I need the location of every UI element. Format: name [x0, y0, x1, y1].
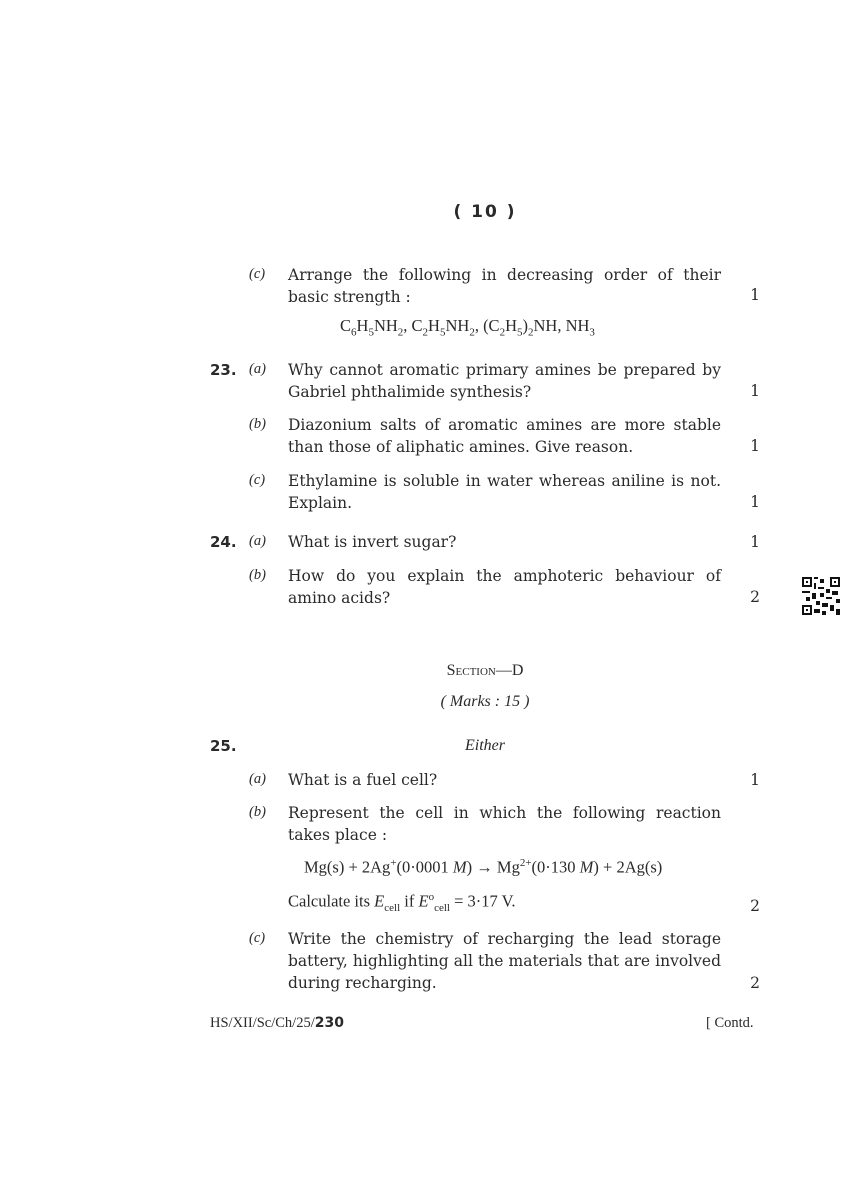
- italic-symbol: E: [418, 891, 429, 911]
- formula-text: H: [428, 316, 440, 335]
- formula-text: NH: [373, 316, 398, 335]
- formula-text: NH, NH: [533, 316, 590, 335]
- marks: 1: [750, 493, 760, 511]
- paper-code: [210, 1015, 344, 1032]
- formula-text: , C: [403, 316, 423, 335]
- question-number: 24.: [210, 533, 237, 551]
- marks: 2: [750, 897, 760, 915]
- subscript: cell: [434, 901, 450, 914]
- formula-text: Mg(s) + 2Ag: [304, 857, 391, 877]
- superscript: +: [390, 857, 397, 869]
- question-text: What is invert sugar?: [288, 533, 457, 551]
- part-label: (a): [249, 771, 266, 787]
- subscript: 5: [439, 326, 446, 339]
- formula-text: (0·0001: [396, 857, 453, 877]
- reaction-equation: [304, 857, 662, 878]
- formula-text: ) → Mg: [466, 857, 520, 877]
- subscript: 3: [589, 326, 595, 339]
- part-label: (b): [249, 804, 266, 820]
- formula-text: NH: [445, 316, 470, 335]
- question-text: Represent the cell in which the following reaction takes place :: [288, 804, 721, 844]
- paper-code-prefix: HS/XII/Sc/Ch/25/: [210, 1015, 315, 1031]
- section-title: Section—D: [446, 662, 524, 679]
- part-label: (c): [249, 472, 266, 488]
- subscript: 2: [499, 326, 506, 339]
- formula-text: H: [356, 316, 369, 335]
- formula-text: C: [340, 316, 352, 335]
- subscript: 2: [527, 326, 534, 339]
- section-marks: ( Marks : 15 ): [440, 693, 530, 710]
- part-label: (c): [249, 266, 266, 282]
- formula-text: (0·130: [531, 857, 580, 877]
- italic-symbol: M: [452, 857, 467, 877]
- question-number: 23.: [210, 361, 237, 379]
- question-text: Why cannot aromatic primary amines be prepared by Gabriel phthalimide synthesis?: [288, 361, 721, 401]
- marks: 1: [750, 382, 760, 400]
- page-number: ( 10 ): [453, 202, 517, 222]
- question-text: How do you explain the amphoteric behaviour of amino acids?: [288, 567, 721, 607]
- question-text: Ethylamine is soluble in water whereas aniline is not. Explain.: [288, 472, 721, 512]
- superscript: o: [428, 891, 435, 903]
- formula-text: H: [505, 316, 517, 335]
- italic-symbol: M: [579, 857, 594, 877]
- paper-code-number: 230: [314, 1015, 344, 1031]
- italic-symbol: E: [374, 891, 385, 911]
- amines-formula: [340, 316, 595, 338]
- part-label: (a): [249, 533, 266, 549]
- marks: 1: [750, 533, 760, 551]
- part-label: (c): [249, 930, 266, 946]
- part-label: (b): [249, 567, 266, 583]
- subscript: 2: [469, 326, 475, 339]
- marks: 2: [750, 588, 760, 606]
- formula-text: if: [400, 891, 419, 911]
- part-label: (b): [249, 416, 266, 432]
- qr-code: [802, 577, 840, 615]
- question-text: Write the chemistry of recharging the lead storage battery, highlighting all the materials that are involved during recharging.: [288, 930, 721, 992]
- marks: 1: [750, 437, 760, 455]
- subscript: 2: [422, 326, 429, 339]
- superscript: 2+: [519, 857, 532, 869]
- either-label: Either: [465, 737, 505, 754]
- marks: 2: [750, 974, 760, 992]
- formula-text: ): [522, 316, 528, 335]
- question-text: Arrange the following in decreasing order of their basic strength :: [288, 266, 721, 306]
- part-label: (a): [249, 361, 266, 377]
- continued-label: [ Contd.: [706, 1015, 754, 1031]
- formula-text: Calculate its: [288, 891, 375, 911]
- subscript: 5: [368, 326, 374, 339]
- calculation-prompt: [288, 891, 516, 914]
- question-text: What is a fuel cell?: [288, 771, 438, 789]
- formula-text: = 3·17 V.: [449, 891, 516, 911]
- formula-text: , (C: [474, 316, 500, 335]
- marks: 1: [750, 771, 760, 789]
- question-number: 25.: [210, 737, 237, 755]
- question-text: Diazonium salts of aromatic amines are more stable than those of aliphatic amines. Give reason.: [288, 416, 721, 456]
- subscript: 5: [516, 326, 523, 339]
- subscript: 6: [351, 326, 357, 339]
- subscript: cell: [384, 901, 401, 914]
- formula-text: ) + 2Ag(s): [593, 857, 663, 877]
- subscript: 2: [397, 326, 404, 339]
- marks: 1: [750, 286, 760, 304]
